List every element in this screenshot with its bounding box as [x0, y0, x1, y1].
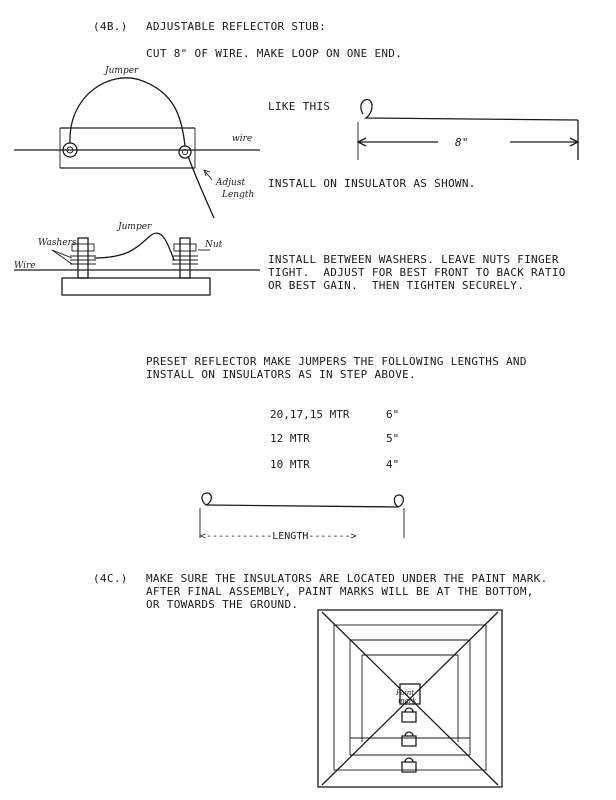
- nut-label: Nut: [205, 240, 223, 250]
- section-4c-line-3: OR TOWARDS THE GROUND.: [146, 598, 299, 611]
- washers-instruction-line-2: TIGHT. ADJUST FOR BEST FRONT TO BACK RATIO: [268, 266, 566, 279]
- length-hand-label: Length: [222, 190, 255, 200]
- preset-length-2: 5": [386, 432, 400, 445]
- jumper-label-2: Jumper: [118, 222, 152, 232]
- section-4b-label: (4B.): [93, 20, 128, 33]
- section-4c-line-2: AFTER FINAL ASSEMBLY, PAINT MARKS WILL BE AT THE BOTTOM,: [146, 585, 534, 598]
- loop-length-label: 8": [455, 136, 469, 149]
- loop-wire-drawing: [358, 100, 578, 160]
- like-this-label: LIKE THIS: [268, 100, 331, 113]
- preset-length-3: 4": [386, 458, 400, 471]
- wire-label-2: Wire: [14, 261, 36, 271]
- length-dimension-label: <-----------LENGTH------->: [200, 531, 357, 542]
- section-4b-title: ADJUSTABLE REFLECTOR STUB:: [146, 20, 326, 33]
- section-4c-line-1: MAKE SURE THE INSULATORS ARE LOCATED UNDER THE PAINT MARK.: [146, 572, 548, 585]
- install-insulator-text: INSTALL ON INSULATOR AS SHOWN.: [268, 177, 476, 190]
- preset-intro-line-1: PRESET REFLECTOR MAKE JUMPERS THE FOLLOWING LENGTHS AND: [146, 355, 527, 368]
- washers-instruction-line-1: INSTALL BETWEEN WASHERS. LEAVE NUTS FINGER: [268, 253, 559, 266]
- section-4c-label: (4C.): [93, 572, 128, 585]
- paint-mark-label-2: mark: [398, 697, 417, 705]
- paint-mark-label-1: Paint: [396, 689, 415, 697]
- preset-band-1: 20,17,15 MTR: [270, 408, 350, 421]
- jumper-label-1: Jumper: [105, 66, 139, 76]
- adjust-label: Adjust: [216, 178, 246, 188]
- preset-length-1: 6": [386, 408, 400, 421]
- washers-label: Washers: [38, 238, 77, 248]
- wire-label-1: wire: [232, 134, 253, 144]
- preset-band-3: 10 MTR: [270, 458, 310, 471]
- preset-band-2: 12 MTR: [270, 432, 310, 445]
- preset-intro-line-2: INSTALL ON INSULATORS AS IN STEP ABOVE.: [146, 368, 416, 381]
- washers-instruction-line-3: OR BEST GAIN. THEN TIGHTEN SECURELY.: [268, 279, 525, 292]
- cut-instruction: CUT 8" OF WIRE. MAKE LOOP ON ONE END.: [146, 47, 403, 60]
